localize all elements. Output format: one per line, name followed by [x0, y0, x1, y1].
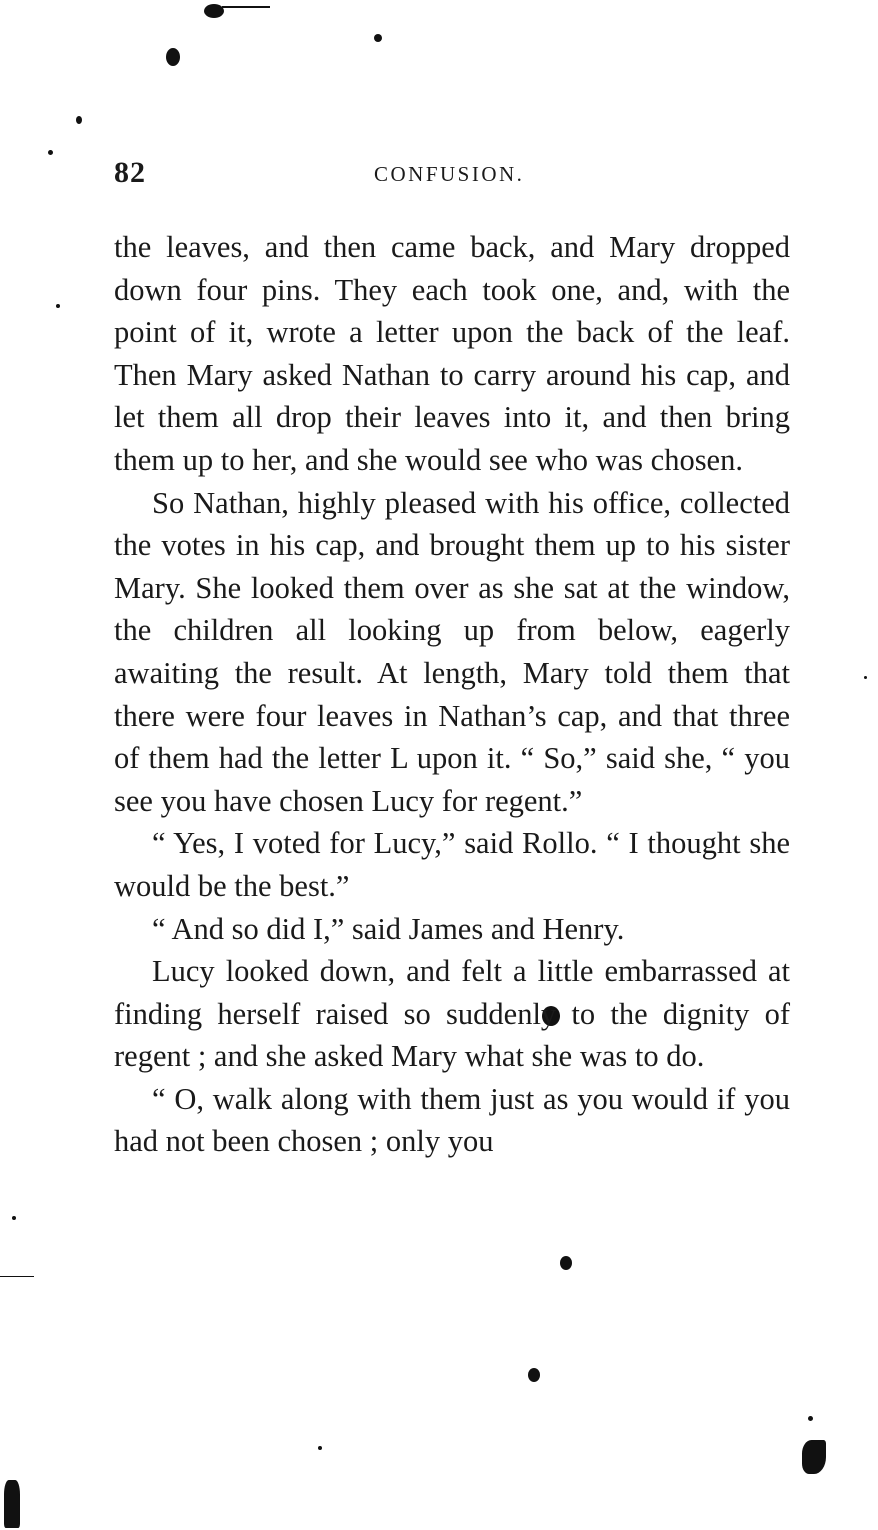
ink-speck	[318, 1446, 322, 1450]
paragraph: “ And so did I,” said James and Henry.	[152, 911, 625, 946]
ink-speck	[802, 1440, 826, 1474]
ink-speck	[166, 48, 180, 66]
ink-speck	[48, 150, 53, 155]
paragraph: So Nathan, highly pleased with his office, collected the votes in his cap, and brought them up to his sister Mary. She looked them over as she sat at the window, the children all looking up from below, eagerly awaiting the result. At length, Mary told them that there were four leaves in Nathan’s cap, and that three of them had the letter L upon it. “ So,” said she, “ you see you have chosen Lucy for regent.”	[114, 485, 790, 818]
paragraph: Lucy looked down, and felt a little embarrassed at finding herself raised so suddenly to the dignity of regent ; and she asked Mary what she was to do.	[114, 954, 790, 1074]
ink-smudge	[222, 6, 270, 8]
ink-speck	[204, 4, 224, 18]
ink-speck	[528, 1368, 540, 1382]
ink-smudge	[0, 1276, 34, 1277]
ink-speck	[864, 676, 867, 679]
running-title: CONFUSION.	[374, 162, 525, 186]
paragraph: “ Yes, I voted for Lucy,” said Rollo. “ I thought she would be the best.”	[114, 826, 790, 903]
ink-speck	[808, 1416, 813, 1421]
ink-speck	[76, 116, 82, 124]
ink-speck	[560, 1256, 572, 1270]
ink-speck	[56, 304, 60, 308]
ink-speck	[374, 34, 382, 42]
ink-speck	[4, 1480, 20, 1528]
body-text	[114, 226, 790, 1163]
paragraph: the leaves, and then came back, and Mary dropped down four pins. They each took one, and, with the point of it, wrote a letter upon the back of the leaf. Then Mary asked Nathan to carry around his cap, and let them all drop their leaves into it, and then bring them up to her, and she would see who was chosen.	[114, 230, 790, 477]
page-header	[114, 150, 790, 190]
page-number: 82	[114, 156, 146, 189]
ink-speck	[12, 1216, 16, 1220]
paragraph: “ O, walk along with them just as you would if you had not been chosen ; only you	[114, 1081, 790, 1159]
